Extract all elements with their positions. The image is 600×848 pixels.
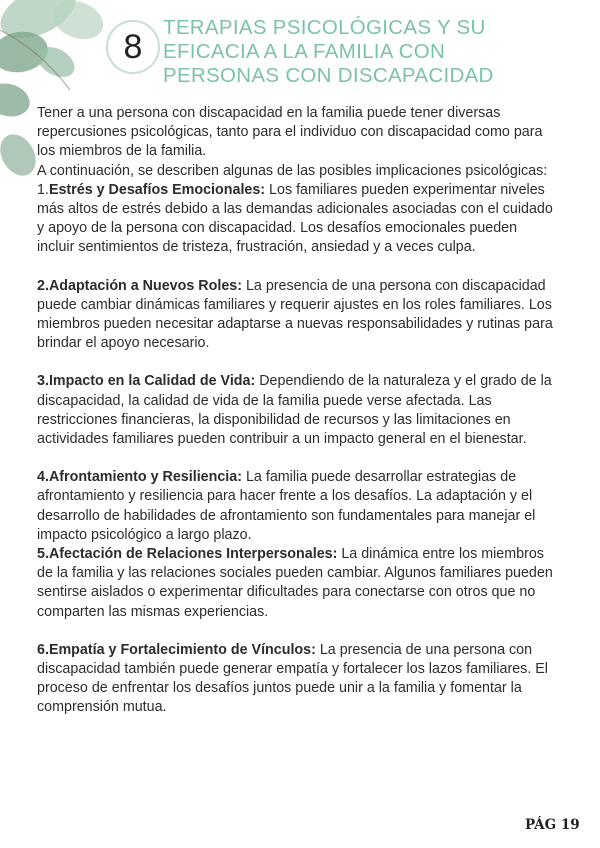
list-item bbox=[37, 181, 557, 258]
list-item bbox=[37, 468, 557, 545]
item-title: Afectación de Relaciones Interpersonales: bbox=[48, 546, 338, 563]
item-text: La presencia de una persona con discapacidad también puede generar empatía y fortalecer los lazos familiares. El proceso de enfrentar los desafíos juntos puede unir a la familia y fomentar la comprensión mutua. bbox=[37, 641, 548, 716]
list-item bbox=[37, 372, 557, 449]
item-number: 6. bbox=[37, 641, 49, 658]
item-title: Adaptación a Nuevos Roles: bbox=[48, 277, 242, 294]
title-line: TERAPIAS PSICOLÓGICAS Y SU bbox=[163, 16, 486, 39]
item-text: Los familiares pueden experimentar niveles más altos de estrés debido a las demandas adicionales asociadas con el cuidado y apoyo de la persona con discapacidad. Los desafíos emocionales pueden incluir sentimientos de tristeza, frustración, ansiedad y a veces culpa. bbox=[37, 181, 553, 256]
item-number: 3. bbox=[37, 373, 49, 390]
intro-paragraph: Tener a una persona con discapacidad en la familia puede tener diversas repercusiones psicológicas, tanto para el individuo con discapacidad como para los miembros de la familia. bbox=[37, 105, 543, 160]
list-item bbox=[37, 641, 557, 718]
intro-lead: A continuación, se describen algunas de las posibles implicaciones psicológicas: bbox=[37, 162, 548, 179]
page-number: PÁG 19 bbox=[525, 817, 580, 833]
title-line: PERSONAS CON DISCAPACIDAD bbox=[163, 64, 494, 87]
list-item bbox=[37, 545, 557, 622]
item-text: La dinámica entre los miembros de la familia y las relaciones sociales pueden cambiar. Algunos familiares pueden sentirse aislados o experimentar dificultades para conectarse con otros que no comparten las mismas experiencias. bbox=[37, 546, 553, 620]
item-text: La familia puede desarrollar estrategias de afrontamiento y resiliencia para hacer frente a los desafíos. La adaptación y el desarrollo de habilidades de afrontamiento son fundamentales para manejar el impacto psicológico a largo plazo. bbox=[37, 469, 536, 543]
item-number: 1. bbox=[37, 181, 49, 198]
body-text bbox=[37, 104, 557, 718]
item-number: 5. bbox=[37, 546, 49, 563]
page-title bbox=[163, 16, 494, 88]
list-item bbox=[37, 277, 557, 354]
item-title: Afrontamiento y Resiliencia: bbox=[48, 469, 242, 486]
item-number: 2. bbox=[37, 277, 49, 294]
item-text: La presencia de una persona con discapacidad puede cambiar dinámicas familiares y requerir ajustes en los roles familiares. Los miembros pueden necesitar adaptarse a nuevas responsabilidades y rutinas para brindar el apoyo necesario. bbox=[37, 277, 553, 352]
item-title: Empatía y Fortalecimiento de Vínculos: bbox=[48, 641, 316, 658]
item-number: 4. bbox=[37, 469, 49, 486]
chapter-number-badge bbox=[106, 20, 160, 74]
item-title: Estrés y Desafíos Emocionales: bbox=[48, 181, 266, 198]
chapter-number: 8 bbox=[123, 27, 143, 66]
title-line: EFICACIA A LA FAMILIA CON bbox=[163, 40, 446, 63]
item-text: Dependiendo de la naturaleza y el grado de la discapacidad, la calidad de vida de la familia puede verse afectada. Las restricciones financieras, la disponibilidad de recursos y las limitaciones en actividades familiares pueden contribuir a un impacto general en el bienestar. bbox=[37, 373, 552, 448]
item-title: Impacto en la Calidad de Vida: bbox=[48, 373, 256, 390]
